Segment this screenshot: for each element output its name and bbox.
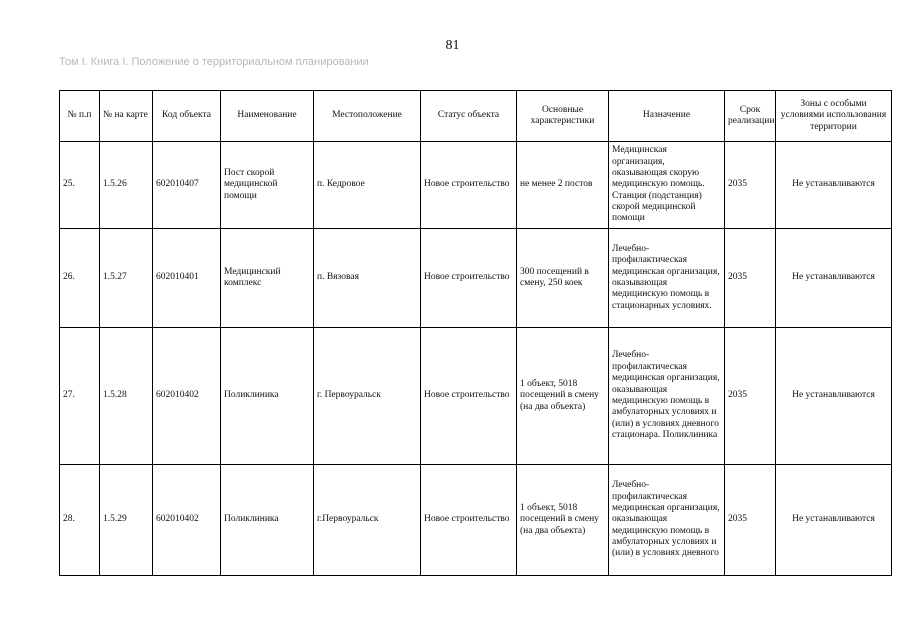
cell-status: Новое строительство [421,465,517,576]
header-purpose: Назначение [609,91,725,142]
cell-name: Пост скорой медицинской помощи [221,142,314,229]
header-map-num: № на карте [100,91,153,142]
cell-location: г. Первоуральск [314,328,421,465]
table-row [60,465,892,576]
table-row [60,328,892,465]
cell-num: 27. [60,328,100,465]
cell-purpose-text: Лечебно-профилактическая медицинская организация, оказывающая медицинскую помощь в амбулаторных условиях и (или) в условиях дневного [612,480,720,559]
cell-location: г.Первоуральск [314,465,421,576]
header-status: Статус объекта [421,91,517,142]
cell-status: Новое строительство [421,229,517,328]
cell-term: 2035 [725,229,776,328]
cell-status: Новое строительство [421,328,517,465]
cell-characteristics: 1 объект, 5018 посещений в смену (на два объекта) [517,465,609,576]
cell-name: Медицинский комплекс [221,229,314,328]
header-location: Местоположение [314,91,421,142]
header-code: Код объекта [153,91,221,142]
cell-zones: Не устанавливаются [776,142,892,229]
cell-code: 602010401 [153,229,221,328]
cell-map-num: 1.5.27 [100,229,153,328]
cell-location: п. Вязовая [314,229,421,328]
cell-status: Новое строительство [421,142,517,229]
cell-name: Поликлиника [221,328,314,465]
cell-num: 25. [60,142,100,229]
cell-code: 602010402 [153,465,221,576]
header-num: № п.п [60,91,100,142]
table-header-row [60,91,892,142]
cell-name: Поликлиника [221,465,314,576]
cell-map-num: 1.5.26 [100,142,153,229]
cell-zones: Не устанавливаются [776,229,892,328]
cell-location: п. Кедровое [314,142,421,229]
table-row [60,229,892,328]
cell-characteristics: 300 посещений в смену, 250 коек [517,229,609,328]
cell-characteristics: не менее 2 постов [517,142,609,229]
cell-purpose [609,328,725,465]
cell-purpose-text: Лечебно-профилактическая медицинская организация, оказывающая медицинскую помощь в амбулаторных условиях и (или) в условиях дневного стационара. Поликлиника [612,350,720,441]
cell-term: 2035 [725,465,776,576]
cell-purpose-text: Лечебно-профилактическая медицинская организация, оказывающая медицинскую помощь в стационарных условиях. [612,243,720,311]
header-name: Наименование [221,91,314,142]
cell-map-num: 1.5.29 [100,465,153,576]
cell-purpose [609,229,725,328]
cell-purpose [609,142,725,229]
cell-map-num: 1.5.28 [100,328,153,465]
cell-purpose-text: Медицинская организация, оказывающая скорую медицинскую помощь. Станция (подстанция) скорой медицинской помощи [612,145,705,224]
cell-zones: Не устанавливаются [776,328,892,465]
objects-table [59,90,892,576]
cell-code: 602010402 [153,328,221,465]
header-term: Срок реализации [725,91,776,142]
page-number: 81 [445,38,460,53]
cell-num: 28. [60,465,100,576]
header-characteristics: Основные характеристики [517,91,609,142]
cell-num: 26. [60,229,100,328]
cell-purpose [609,465,725,576]
cell-term: 2035 [725,142,776,229]
cell-term: 2035 [725,328,776,465]
table-row [60,142,892,229]
cell-zones: Не устанавливаются [776,465,892,576]
cell-characteristics: 1 объект, 5018 посещений в смену (на два объекта) [517,328,609,465]
cell-code: 602010407 [153,142,221,229]
running-header: Том I. Книга I. Положение о территориальном планировании [59,56,369,68]
header-zones: Зоны с особыми условиями использования территории [776,91,892,142]
